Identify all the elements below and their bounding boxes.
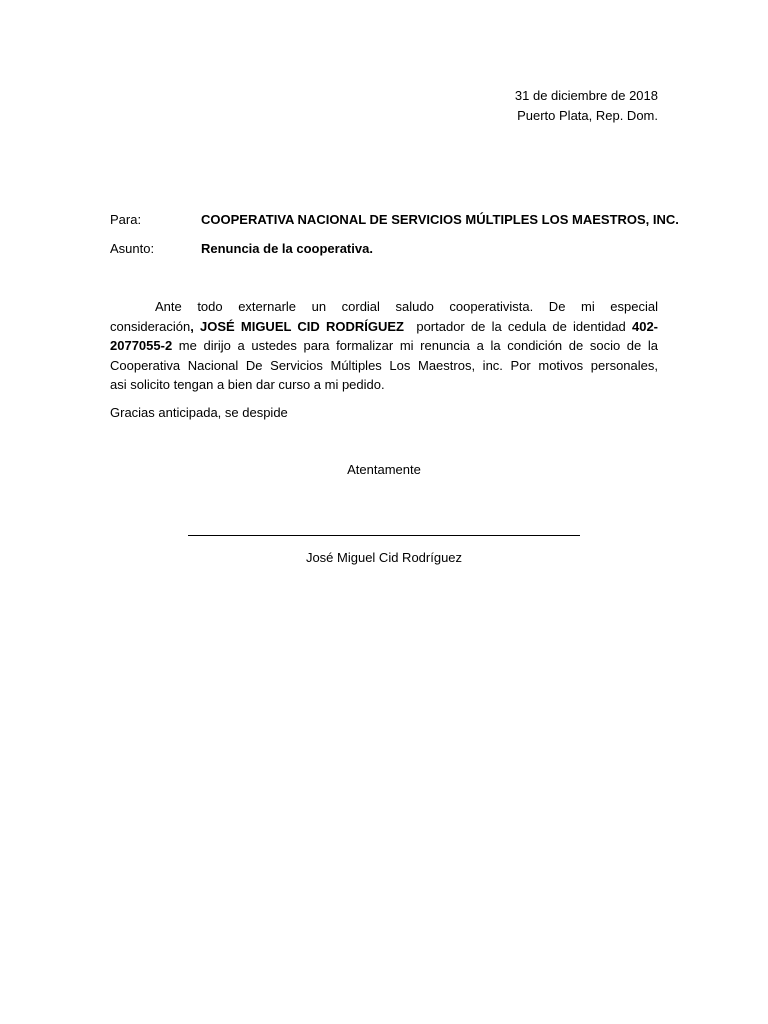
- letter-date: 31 de diciembre de 2018: [514, 88, 658, 103]
- body-line-4-text: Cooperativa Nacional De Servicios Múltiples Los Maestros, inc. Por motivos personales,: [110, 357, 658, 373]
- thanks-line: Gracias anticipada, se despide: [110, 405, 288, 420]
- body-line-1: [110, 297, 658, 317]
- recipient-value: COOPERATIVA NACIONAL DE SERVICIOS MÚLTIPLES LOS MAESTROS, INC.: [201, 212, 679, 227]
- body-line-2-prefix: consideración: [110, 318, 191, 334]
- id-number-end: 2077055-2: [110, 338, 173, 353]
- body-line-5-text: asi solicito tengan a bien dar curso a mi pedido.: [110, 377, 385, 392]
- body-paragraph: [110, 297, 658, 395]
- recipient-label: Para:: [110, 212, 142, 227]
- body-line-3-text: me dirijo a ustedes para formalizar mi renuncia a la condición de socio de la: [172, 338, 658, 353]
- body-line-5: [110, 375, 658, 395]
- body-line-3: [110, 336, 658, 356]
- member-name: , JOSÉ MIGUEL CID RODRÍGUEZ: [190, 318, 404, 334]
- subject-value: Renuncia de la cooperativa.: [201, 241, 373, 256]
- closing-line: Atentamente: [347, 462, 421, 477]
- body-line-4: [110, 356, 658, 376]
- body-line-1-text: Ante todo externarle un cordial saludo cooperativista. De mi especial: [155, 299, 658, 314]
- body-line-2-middle: portador de la cedula de identidad: [403, 318, 632, 334]
- signer-name: José Miguel Cid Rodríguez: [305, 550, 463, 565]
- signature-line: [188, 535, 580, 536]
- subject-label: Asunto:: [110, 241, 155, 256]
- id-number-start: 402-: [631, 318, 659, 334]
- letter-location: Puerto Plata, Rep. Dom.: [517, 108, 658, 123]
- body-line-2: [110, 317, 658, 337]
- date-block: [515, 86, 658, 126]
